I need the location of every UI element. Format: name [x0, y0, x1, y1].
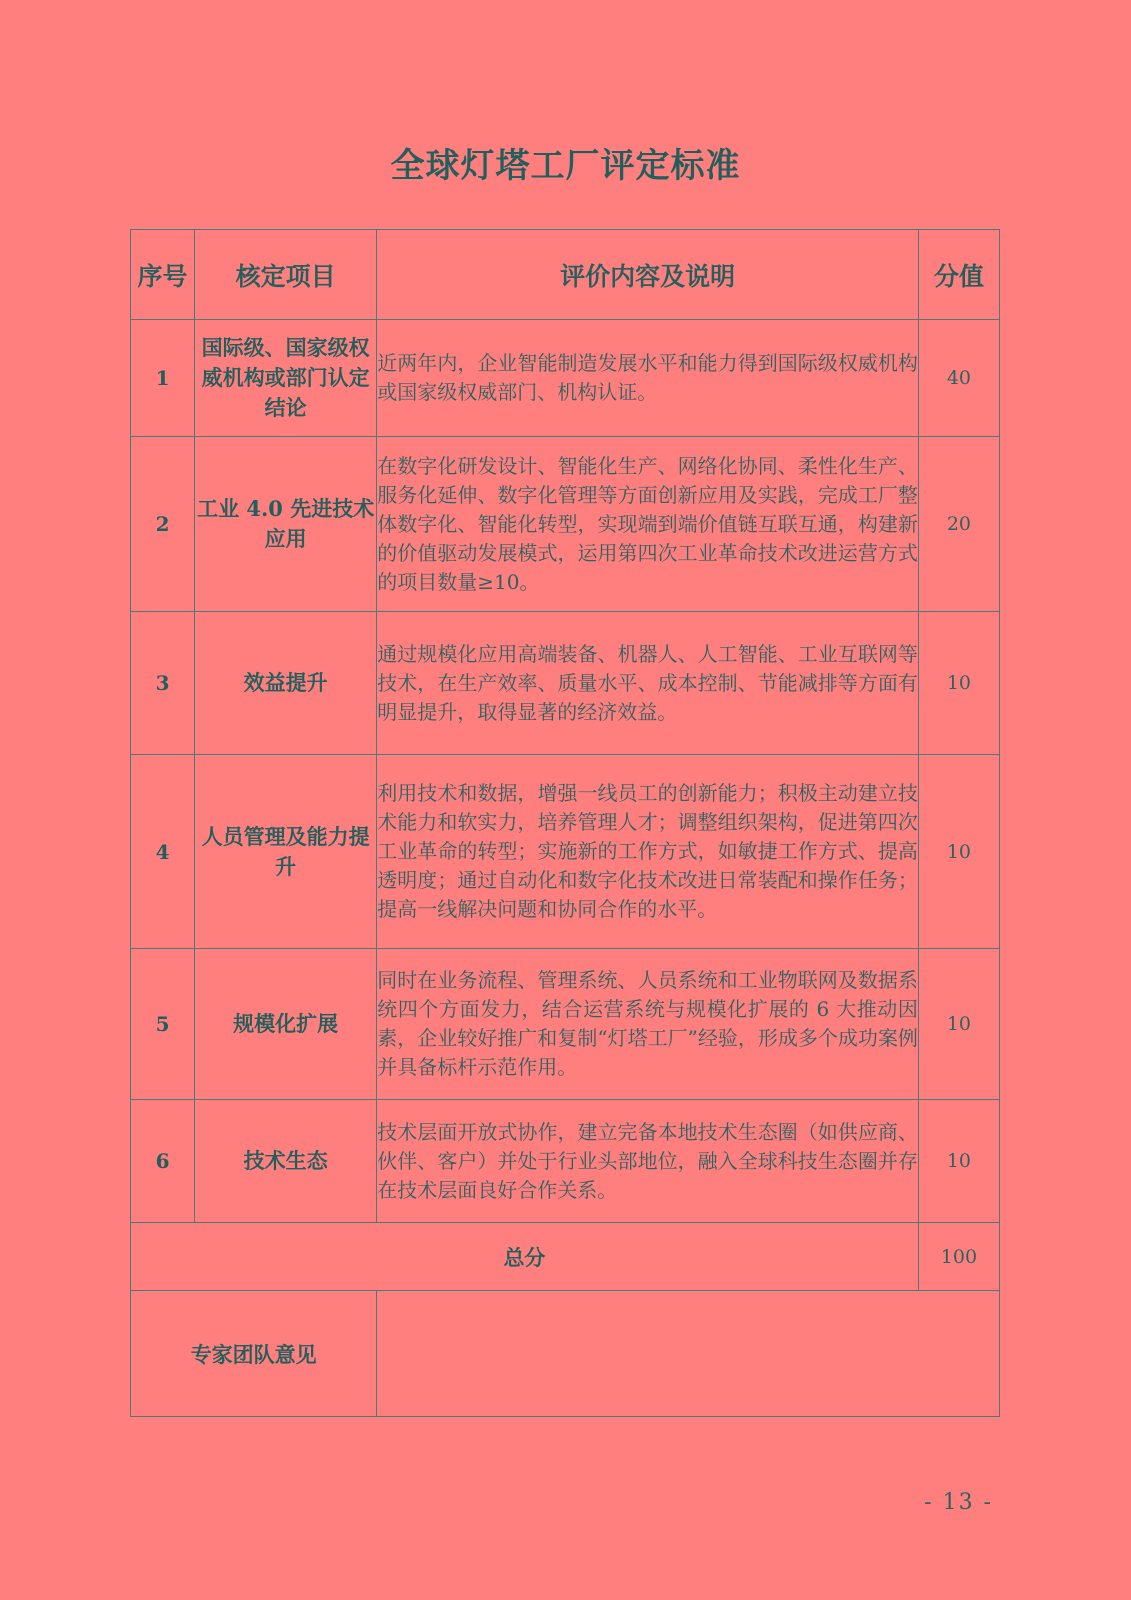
- row-item: 人员管理及能力提升: [195, 755, 377, 949]
- row-desc: 在数字化研发设计、智能化生产、网络化协同、柔性化生产、服务化延伸、数字化管理等方面创新应用及实践，完成工厂整体数字化、智能化转型，实现端到端价值链互联互通，构建新的价值驱动发展模式，运用第四次工业革命技术改进运营方式的项目数量≥10。: [377, 437, 919, 612]
- total-score: 100: [918, 1223, 999, 1291]
- header-score: 分值: [918, 230, 999, 320]
- expert-row: [131, 1291, 1000, 1417]
- table-row: [131, 612, 1000, 755]
- table-row: [131, 320, 1000, 437]
- table-row: [131, 755, 1000, 949]
- row-no: 4: [131, 755, 195, 949]
- row-score: 10: [918, 1100, 999, 1223]
- row-desc: 利用技术和数据，增强一线员工的创新能力；积极主动建立技术能力和软实力，培养管理人才；调整组织架构，促进第四次工业革命的转型；实施新的工作方式，如敏捷工作方式、提高透明度；通过自动化和数字化技术改进日常装配和操作任务；提高一线解决问题和协同合作的水平。: [377, 755, 919, 949]
- total-row: [131, 1223, 1000, 1291]
- row-score: 10: [918, 612, 999, 755]
- row-item: 效益提升: [195, 612, 377, 755]
- row-item: 技术生态: [195, 1100, 377, 1223]
- total-label: 总分: [131, 1223, 919, 1291]
- page-title: 全球灯塔工厂评定标准: [390, 146, 741, 186]
- row-item: 规模化扩展: [195, 949, 377, 1100]
- expert-opinion-field[interactable]: [377, 1291, 1000, 1417]
- table-row: [131, 437, 1000, 612]
- row-score: 10: [918, 755, 999, 949]
- row-desc: 近两年内，企业智能制造发展水平和能力得到国际级权威机构或国家级权威部门、机构认证。: [377, 320, 919, 437]
- row-desc: 通过规模化应用高端装备、机器人、人工智能、工业互联网等技术，在生产效率、质量水平、成本控制、节能减排等方面有明显提升，取得显著的经济效益。: [377, 612, 919, 755]
- header-desc: 评价内容及说明: [377, 230, 919, 320]
- row-item: 工业 4.0 先进技术应用: [195, 437, 377, 612]
- header-row: [131, 230, 1000, 320]
- row-score: 20: [918, 437, 999, 612]
- header-item: 核定项目: [195, 230, 377, 320]
- row-no: 3: [131, 612, 195, 755]
- row-item: 国际级、国家级权威机构或部门认定结论: [195, 320, 377, 437]
- row-no: 2: [131, 437, 195, 612]
- row-desc: 同时在业务流程、管理系统、人员系统和工业物联网及数据系统四个方面发力，结合运营系统与规模化扩展的 6 大推动因素，企业较好推广和复制“灯塔工厂”经验，形成多个成功案例并具备标杆示范作用。: [377, 949, 919, 1100]
- header-no: 序号: [131, 230, 195, 320]
- row-score: 10: [918, 949, 999, 1100]
- row-desc: 技术层面开放式协作，建立完备本地技术生态圈（如供应商、伙伴、客户）并处于行业头部地位，融入全球科技生态圈并存在技术层面良好合作关系。: [377, 1100, 919, 1223]
- page-number: - 13 -: [924, 1490, 993, 1515]
- row-no: 6: [131, 1100, 195, 1223]
- criteria-table: [130, 229, 1000, 1417]
- table-row: [131, 949, 1000, 1100]
- expert-opinion-label: 专家团队意见: [131, 1291, 377, 1417]
- row-score: 40: [918, 320, 999, 437]
- table-row: [131, 1100, 1000, 1223]
- row-no: 5: [131, 949, 195, 1100]
- row-no: 1: [131, 320, 195, 437]
